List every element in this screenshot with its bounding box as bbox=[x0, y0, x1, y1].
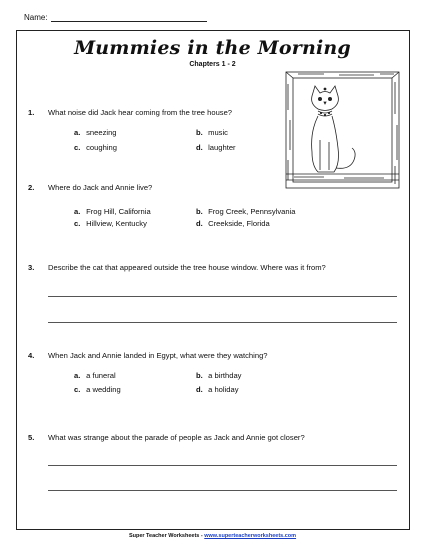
answer-option[interactable] bbox=[196, 371, 241, 380]
question-text: Where do Jack and Annie live? bbox=[48, 183, 153, 192]
cat-window-illustration bbox=[284, 70, 401, 190]
writing-line[interactable] bbox=[48, 465, 397, 466]
question-number: 2. bbox=[28, 183, 35, 192]
answer-option[interactable] bbox=[196, 385, 239, 394]
question-text: When Jack and Annie landed in Egypt, what were they watching? bbox=[48, 351, 268, 360]
question-5 bbox=[28, 433, 305, 442]
question-number: 1. bbox=[28, 108, 35, 117]
answer-text: Creekside, Florida bbox=[208, 219, 270, 228]
answer-text: music bbox=[208, 128, 228, 137]
footer-brand: Super Teacher Worksheets bbox=[128, 533, 200, 539]
question-number: 3. bbox=[28, 263, 35, 272]
name-label: Name: bbox=[24, 13, 48, 22]
writing-line[interactable] bbox=[48, 490, 397, 491]
answer-letter: a. bbox=[74, 207, 81, 216]
answer-letter: c. bbox=[74, 385, 81, 394]
answer-text: Frog Creek, Pennsylvania bbox=[208, 207, 296, 216]
answer-letter: d. bbox=[196, 143, 203, 152]
question-text: What noise did Jack hear coming from the tree house? bbox=[48, 108, 233, 117]
question-text: Describe the cat that appeared outside the tree house window. Where was it from? bbox=[48, 263, 326, 272]
answer-option[interactable] bbox=[196, 219, 270, 228]
answer-letter: b. bbox=[196, 371, 203, 380]
answer-text: a funeral bbox=[86, 371, 116, 380]
writing-line[interactable] bbox=[48, 322, 397, 323]
footer bbox=[0, 533, 425, 539]
answer-letter: b. bbox=[196, 207, 203, 216]
answer-option[interactable] bbox=[74, 219, 147, 228]
answer-text: a holiday bbox=[208, 385, 239, 394]
question-number: 5. bbox=[28, 433, 35, 442]
answer-letter: a. bbox=[74, 128, 81, 137]
answer-letter: a. bbox=[74, 371, 81, 380]
answer-text: coughing bbox=[86, 143, 117, 152]
answer-letter: d. bbox=[196, 385, 203, 394]
question-3 bbox=[28, 263, 326, 272]
answer-text: Hillview, Kentucky bbox=[86, 219, 147, 228]
name-line[interactable] bbox=[51, 13, 207, 22]
answer-text: a wedding bbox=[86, 385, 121, 394]
answer-option[interactable] bbox=[196, 207, 296, 216]
worksheet-title: Mummies in the Morning bbox=[74, 37, 351, 59]
answer-option[interactable] bbox=[196, 143, 236, 152]
question-4 bbox=[28, 351, 268, 360]
answer-letter: d. bbox=[196, 219, 203, 228]
question-2 bbox=[28, 183, 152, 192]
answer-option[interactable] bbox=[196, 128, 228, 137]
question-text: What was strange about the parade of people as Jack and Annie got closer? bbox=[48, 433, 305, 442]
answer-text: a birthday bbox=[208, 371, 242, 380]
answer-text: laughter bbox=[208, 143, 236, 152]
question-1 bbox=[28, 108, 232, 117]
name-field[interactable] bbox=[24, 13, 207, 22]
answer-text: Frog Hill, California bbox=[86, 207, 151, 216]
footer-separator: - bbox=[199, 533, 205, 539]
answer-option[interactable] bbox=[74, 128, 117, 137]
question-number: 4. bbox=[28, 351, 35, 360]
answer-letter: b. bbox=[196, 128, 203, 137]
footer-url-link[interactable]: www.superteacherworksheets.com bbox=[204, 533, 297, 539]
answer-text: sneezing bbox=[86, 128, 117, 137]
answer-option[interactable] bbox=[74, 385, 121, 394]
answer-option[interactable] bbox=[74, 143, 117, 152]
chapters-subtitle: Chapters 1 - 2 bbox=[189, 61, 236, 68]
writing-line[interactable] bbox=[48, 296, 397, 297]
answer-option[interactable] bbox=[74, 207, 151, 216]
answer-option[interactable] bbox=[74, 371, 116, 380]
answer-letter: c. bbox=[74, 143, 81, 152]
answer-letter: c. bbox=[74, 219, 81, 228]
